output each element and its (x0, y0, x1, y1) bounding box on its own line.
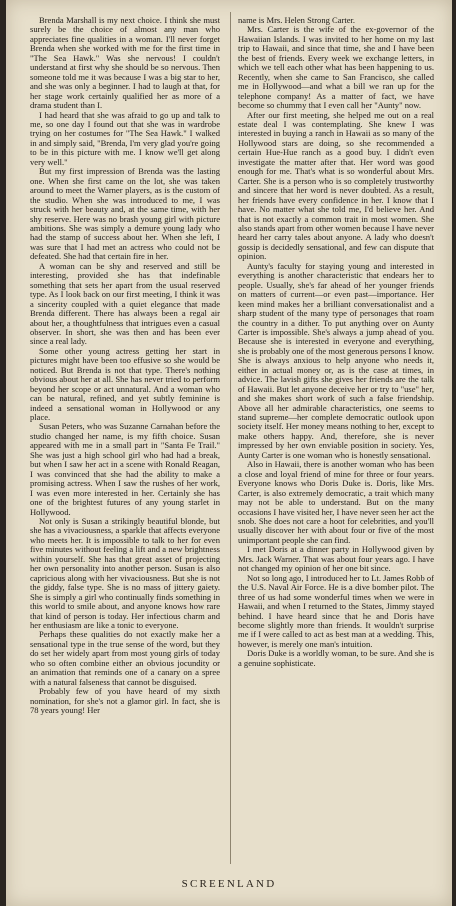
right-column (238, 16, 434, 668)
paragraph: Perhaps these qualities do not exactly make her a sensational type in the true sense of the word, but they do set her widely apart from most young girls of today who so often combine either an obvious jocundity or an animation that reminds one of a canary on a spree with a natural falseness that cannot be disguised. (30, 629, 220, 687)
left-column (30, 16, 220, 716)
paragraph: Brenda Marshall is my next choice. I think she must surely be the choice of almost any man who appreciates fine qualities in a woman. I'll never forget Brenda when she worked with me for the first time in "The Sea Hawk." Was she nervous! I couldn't understand at first why she should be so nervous. Then someone told me it was because I was a big star to her, and she was only a beginner. I had to laugh at that, for her stage work certainly qualified her as more of a drama student than I. (30, 15, 220, 111)
magazine-footer: SCREENLAND (181, 878, 277, 890)
paragraph: Mrs. Carter is the wife of the ex-governor of the Hawaiian Islands. I was invited to her home on my last trip to Hawaii, and since that time, she and I have been the best of friends. Every week we exchange letters, in which we tell each other what has been happening to us. Recently, when she came to San Francisco, she called me in Hollywood—and what a bill we ran up for the telephone company! As a matter of fact, we have become so chummy that I even call her "Aunty" now. (238, 24, 434, 111)
paragraph: Also in Hawaii, there is another woman who has been a close and loyal friend of mine for three or four years. Everyone knows who Doris Duke is. Doris, like Mrs. Carter, is also extremely democratic, a trait which many may not be able to understand. But on the many occasions I have visited her, I have never seen her act the snob. She does not care a hoot for celebrities, and you'll usually discover her with about four or five of the most unimportant people she can find. (238, 459, 434, 545)
paragraph: Doris Duke is a worldly woman, to be sure. And she is a genuine sophisticate. (238, 648, 434, 668)
column-divider (230, 12, 231, 864)
paragraph: Not so long ago, I introduced her to Lt. James Robb of the U.S. Naval Air Force. He is a dive bomber pilot. The three of us had some wonderful times when we were in Hawaii, and when I returned to the States, Jimmy stayed behind. I have heard since that he and Doris have become slightly more than friends. It wouldn't surprise me if I were called to act as best man at a wedding. This, however, is merely one man's intuition. (238, 572, 434, 649)
magazine-page (6, 0, 452, 906)
paragraph: Some other young actress getting her start in pictures might have been too effusive so she would be noticed. But Brenda is not that type. There's nothing obvious about her at all. She has never tried to perform beyond her scope or act unnatural. And a woman who can be natural, refined, and yet subtly feminine is indeed a sensational woman in Hollywood or any place. (30, 345, 220, 423)
paragraph: Probably few of you have heard of my sixth nomination, for she's not a glamor girl. In fact, she is 78 years young! Her (30, 686, 220, 716)
paragraph: Aunty's faculty for staying young and interested in everything is another characteristic that endears her to people. Usually, she's far ahead of her younger friends on matters of current—or even past—importance. Her keen mind makes her a brilliant conversationalist and a sharp student of the many type of personages that roam the country in a dither. To put anything over on Aunty Carter is impossible. She's always a jump ahead of you. Because she is interested in everyone and everything, she is probably one of the most generous persons I know. She is always anxious to help anyone who needs it, either in actual money or, as is the case at times, in advice. The lavish gifts she gives her friends are the talk of Hawaii. But let anyone deceive her or try to "use" her, and she makes short work of such a false friendship. Above all her admirable characteristics, one seems to stand supreme—her complete democratic outlook upon society itself. Her money means nothing to her, except to make others happy. And, therefore, she is never impressed by her own enviable position in society. Yes, Aunty Carter is one woman who is honestly sensational. (238, 260, 434, 460)
paragraph: But my first impression of Brenda was the lasting one. When she first came on the lot, she was taken around to meet the Warner players, as is the custom of the studio. When she was introduced to me, I was struck with her beauty and, at the same time, with her shy reserve. Here was no brash young girl with picture ambitions. She was simply a demure young lady who had the stamp of success about her. When she left, I was sure that I had met an actress who could not be defeated. She had that certain fire in her. (30, 166, 220, 262)
paragraph: name is Mrs. Helen Strong Carter. (238, 15, 356, 25)
paragraph: I met Doris at a dinner party in Hollywood given by Mrs. Jack Warner. That was about four years ago. I have not changed my opinion of her one bit since. (238, 544, 434, 574)
paragraph: After our first meeting, she helped me out on a real estate deal I was contemplating. She knew I was interested in buying a ranch in Hawaii as so many of the Hollywood stars are doing, so she recommended a certain Hue-Hue ranch as a good buy. I didn't even investigate the matter after that. Her word was good enough for me. That's what is so wonderful about Mrs. Carter. She is a person who is so completely trustworthy and sincere that her word is never doubted. As a result, her friends have every confidence in her. I know that I have. No matter what she told me, I'd believe her. And that is not exactly a common trait in most women. She also stands apart from other women because I have never heard her carry tales about anyone. A lady who doesn't gossip is decidedly sensational, and few can dispute that opinion. (238, 109, 434, 262)
paragraph: A woman can be shy and reserved and still be interesting, provided she has that indefinable something that sets her apart from the usual reserved type. As I look back on our first meeting, I think it was a sincerity coupled with a quiet elegance that made Brenda different. There has always been a regal air about her, a thoughtfulness that intrigues even a casual observer. In short, she was then and has been ever since a real lady. (30, 260, 220, 347)
paragraph: I had heard that she was afraid to go up and talk to me, so one day I found out that she was in wardrobe trying on her costumes for "The Sea Hawk." I walked in and simply said, "Brenda, I'm very glad you're going to be in this picture with me. I know we'll get along very well." (30, 109, 220, 167)
paragraph: Susan Peters, who was Suzanne Carnahan before the studio changed her name, is my fifth choice. Susan appeared with me in a small part in "Santa Fe Trail." She was just a high school girl who had had a break, but when I saw her act in a scene with Ronald Reagan, I was convinced that she had the ability to make a promising actress. When I saw the rushes of her work, I was even more interested in her. Certainly she has one of the brightest futures of any young starlet in Hollywood. (30, 421, 220, 517)
paragraph: Not only is Susan a strikingly beautiful blonde, but she has a vivaciousness, a sparkle that affects everyone who meets her. It is impossible to talk to her for even five minutes without feeling a lift and a new brightness within yourself. She has that great asset of projecting her own personality into another person. Susan is also capricious along with her vivaciousness. But she is not the giddy, false type. She is no mass of jittery gaiety. She is simply a girl who continually finds something in this world to smile about, and anyone knows how rare that kind of person is today. Her infectious charm and her enthusiasm are like a tonic to everyone. (30, 516, 220, 630)
